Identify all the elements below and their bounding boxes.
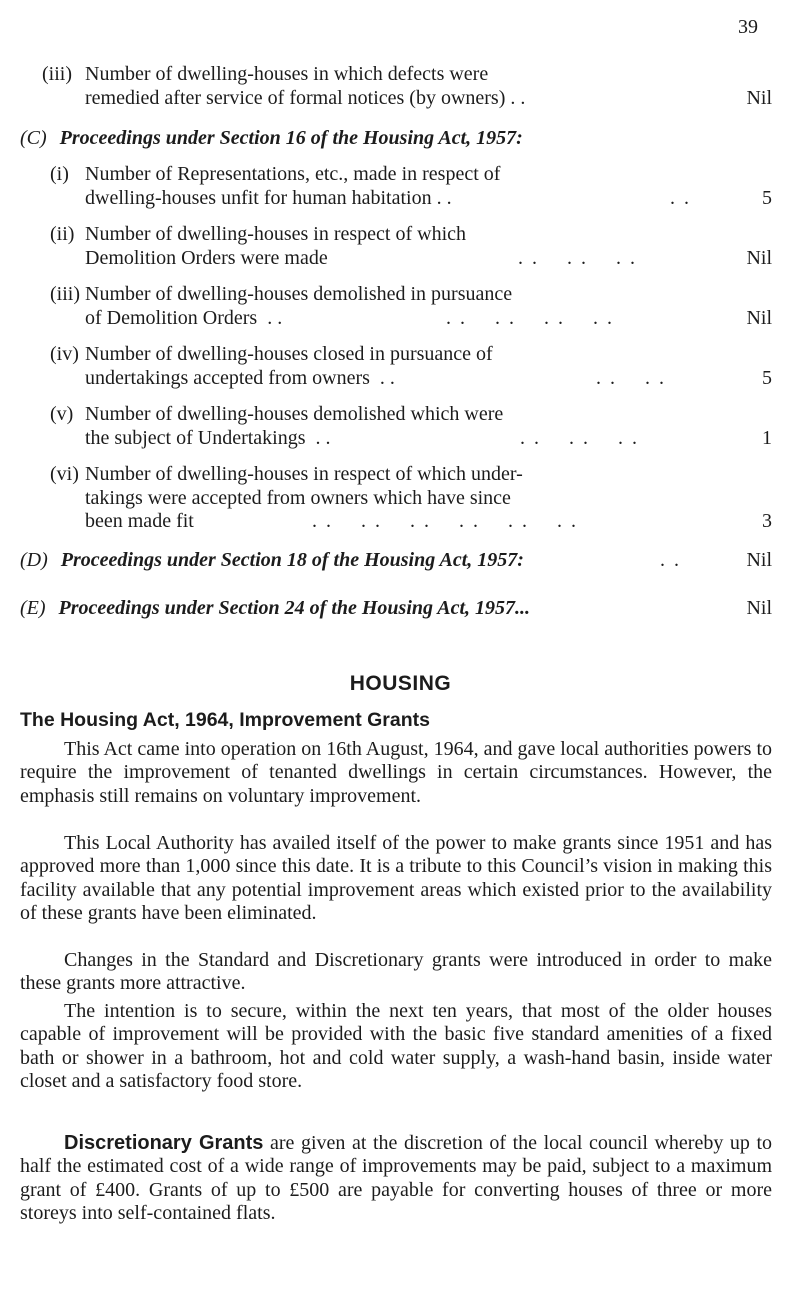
dot-leader: . . . . . . <box>518 246 637 269</box>
item-text-line: undertakings accepted from owners . . <box>85 366 395 389</box>
housing-heading: HOUSING <box>349 672 452 695</box>
item-text-line: the subject of Undertakings . . <box>85 426 331 449</box>
section-d-heading <box>20 548 772 572</box>
item-value: Nil <box>746 86 772 109</box>
item-number: (ii) <box>50 223 75 245</box>
item-text-line: Number of dwelling-houses demolished which were <box>85 403 504 425</box>
section-letter: (C) <box>20 127 47 149</box>
paragraph-text: are given at the discretion of the local council whereby up to half the estimated cost of a wide range of improvements may be paid, subject to a maximum grant of £400. Grants of up to £500 are payable for converting houses of three or more storeys into self-contained flats. <box>20 1132 772 1225</box>
list-item <box>50 223 772 273</box>
run-in-heading: Discretionary Grants <box>64 1132 264 1154</box>
dot-leader: . . . . . . . . <box>446 306 614 329</box>
item-number: (i) <box>50 163 69 185</box>
item-number: (v) <box>50 403 74 425</box>
item-text-line: takings were accepted from owners which have since <box>85 486 511 509</box>
paragraph: The intention is to secure, within the next ten years, that most of the older houses capable of improvement will be provided with the basic five standard amenities of a fixed bath or shower in a bathroom, hot and cold water supply, a wash-hand basin, inside water closet and a satisfactory food store. <box>20 1000 772 1093</box>
section-title: Proceedings under Section 18 of the Housing Act, 1957: <box>60 549 524 571</box>
item-text-line: Number of dwelling-houses in respect of which <box>85 223 467 245</box>
section-e-heading <box>20 596 772 620</box>
section-letter: (D) <box>20 549 48 571</box>
dot-leader: . . <box>670 186 691 209</box>
subheading: The Housing Act, 1964, Improvement Grants <box>20 709 430 731</box>
dot-leader: . . <box>660 549 681 571</box>
item-text-line: dwelling-houses unfit for human habitation . . <box>85 186 452 209</box>
paragraph: This Local Authority has availed itself of the power to make grants since 1951 and has approved more than 1,000 since this date. It is a tribute to this Council’s vision in making this facility available that any potential improvement areas which existed prior to the availability of these grants have been eliminated. <box>20 832 772 925</box>
section-letter: (E) <box>20 597 46 619</box>
list-item <box>50 403 772 453</box>
paragraph: This Act came into operation on 16th August, 1964, and gave local authorities powers to require the improvement of tenanted dwellings in certain circumstances. However, the emphasis still remains on voluntary improvement. <box>20 738 772 807</box>
list-item <box>42 63 772 113</box>
item-text-line: of Demolition Orders . . <box>85 306 283 329</box>
section-value: Nil <box>746 549 772 571</box>
item-value: 1 <box>762 426 772 449</box>
section-title: Proceedings under Section 24 of the Housing Act, 1957... <box>58 597 531 619</box>
list-item <box>50 463 772 537</box>
item-value: Nil <box>746 306 772 329</box>
section-c-heading <box>20 126 523 150</box>
item-text-line: been made fit <box>85 510 194 532</box>
section-value: Nil <box>746 597 772 619</box>
item-number: (vi) <box>50 463 79 485</box>
dot-leader: . . . . . . <box>520 426 639 449</box>
dot-leader: . . . . . . . . . . . . <box>312 510 578 532</box>
section-title: Proceedings under Section 16 of the Housing Act, 1957: <box>59 127 523 149</box>
page-number: 39 <box>738 16 758 38</box>
dot-leader: . . . . <box>596 366 666 389</box>
item-text-line: Number of dwelling-houses in respect of which under- <box>85 463 523 485</box>
item-number: (iii) <box>50 283 80 305</box>
item-text-line: Number of dwelling-houses demolished in pursuance <box>85 283 513 305</box>
item-value: 5 <box>762 186 772 209</box>
item-text-line: Number of dwelling-houses in which defects were <box>85 63 489 85</box>
item-value: 3 <box>762 510 772 532</box>
item-number: (iv) <box>50 343 79 365</box>
discretionary-paragraph <box>20 1132 772 1226</box>
list-item <box>50 163 772 213</box>
list-item <box>50 343 772 393</box>
item-number: (iii) <box>42 63 72 85</box>
item-text-line: Demolition Orders were made <box>85 246 328 269</box>
item-text-line: Number of Representations, etc., made in respect of <box>85 163 501 185</box>
item-text-line: remedied after service of formal notices (by owners) . . <box>85 86 526 109</box>
item-text-line: Number of dwelling-houses closed in pursuance of <box>85 343 493 365</box>
list-item <box>50 283 772 333</box>
paragraph: Changes in the Standard and Discretionary grants were introduced in order to make these grants more attractive. <box>20 949 772 995</box>
item-value: Nil <box>746 246 772 269</box>
item-value: 5 <box>762 366 772 389</box>
